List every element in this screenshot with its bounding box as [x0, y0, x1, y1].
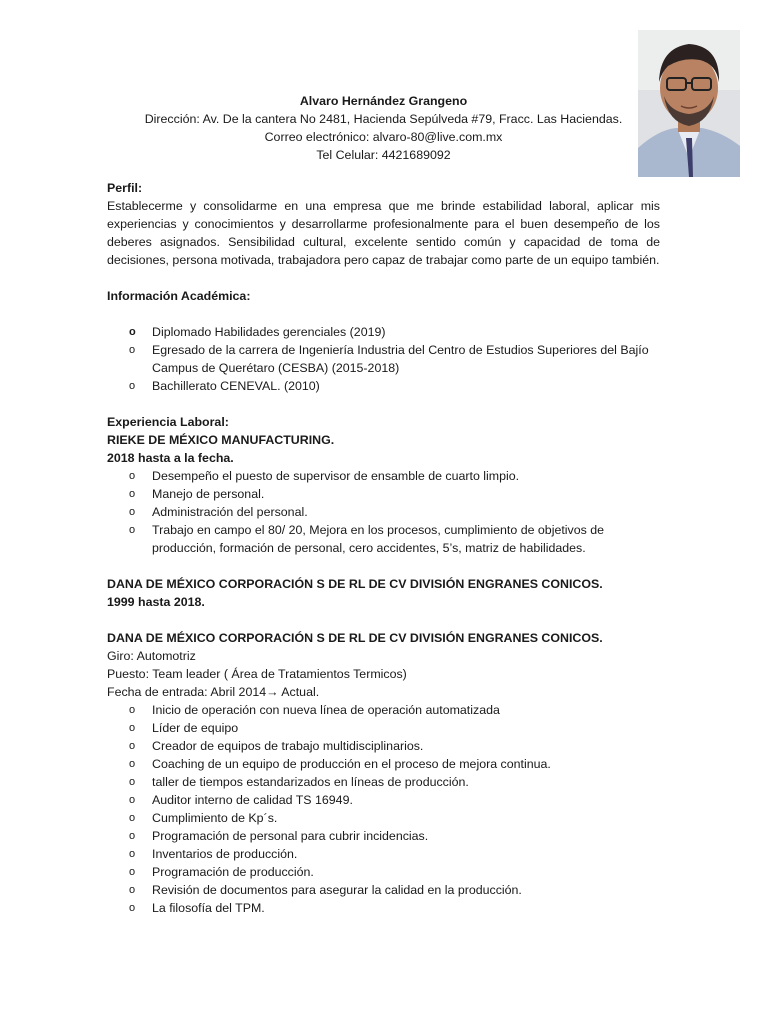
bullet-marker: o — [129, 776, 136, 788]
bullet-marker: o — [129, 380, 136, 392]
list-item: o Diplomado Habilidades gerenciales (2019) — [129, 325, 386, 339]
bullet-marker: o — [129, 902, 136, 914]
profile-heading: Perfil: — [107, 181, 143, 195]
bullet-marker: o — [129, 722, 136, 734]
list-item: o taller de tiempos estandarizados en líneas de producción. — [129, 775, 469, 789]
list-item: o Programación de personal para cubrir incidencias. — [129, 829, 429, 843]
profile-text: Establecerme y consolidarme en una empresa que me brinde estabilidad laboral, aplicar mis experiencias y conocimientos y desarrollarme profesionalmente para el buen desempeño de los deberes asignados. Sensibilidad cultural, excelente sentido común y capacidad de toma de decisiones, persona motivada, trabajadora pero capaz de trabajar como parte de un equipo también. — [107, 199, 660, 267]
list-item: o Programación de producción. — [129, 865, 314, 879]
bullet-marker: o — [129, 326, 136, 338]
education-heading: Información Académica: — [107, 289, 251, 303]
address-line: Dirección: Av. De la cantera No 2481, Hacienda Sepúlveda #79, Fracc. Las Haciendas. — [144, 112, 623, 126]
bullet-marker: o — [129, 794, 136, 806]
bullet-marker: o — [129, 704, 136, 716]
list-item: o Auditor interno de calidad TS 16949. — [129, 793, 353, 807]
resume-body — [107, 179, 660, 917]
job1-duties-list — [107, 467, 660, 557]
job3-duties-list — [107, 701, 660, 917]
bullet-marker: o — [129, 812, 136, 824]
job3-company: DANA DE MÉXICO CORPORACIÓN S DE RL DE CV DIVISIÓN ENGRANES CONICOS. — [107, 631, 603, 645]
job3-industry: Giro: Automotriz — [107, 649, 196, 663]
phone-line: Tel Celular: 4421689092 — [316, 148, 451, 162]
job1-period: 2018 hasta a la fecha. — [107, 451, 234, 465]
list-item: o Trabajo en campo el 80/ 20, Mejora en los procesos, cumplimiento de objetivos de producción, formación de personal, cero accidentes, 5’s, matriz de habilidades. — [129, 523, 605, 555]
list-item: o Cumplimiento de Kp´s. — [129, 811, 278, 825]
bullet-marker: o — [129, 884, 136, 896]
list-item: o Líder de equipo — [129, 721, 239, 735]
bullet-marker: o — [129, 740, 136, 752]
bullet-marker: o — [129, 470, 136, 482]
bullet-marker: o — [129, 344, 136, 356]
job2-company: DANA DE MÉXICO CORPORACIÓN S DE RL DE CV DIVISIÓN ENGRANES CONICOS. — [107, 577, 603, 591]
job1-company: RIEKE DE MÉXICO MANUFACTURING. — [107, 433, 335, 447]
list-item: o Bachillerato CENEVAL. (2010) — [129, 379, 320, 393]
list-item: o Desempeño el puesto de supervisor de ensamble de cuarto limpio. — [129, 469, 520, 483]
candidate-name: Alvaro Hernández Grangeno — [299, 94, 468, 108]
bullet-marker: o — [129, 866, 136, 878]
education-list — [107, 323, 660, 395]
bullet-marker: o — [129, 524, 136, 536]
list-item: o La filosofía del TPM. — [129, 901, 265, 915]
list-item: o Revisión de documentos para asegurar la calidad en la producción. — [129, 883, 522, 897]
list-item: o Manejo de personal. — [129, 487, 265, 501]
list-item: o Coaching de un equipo de producción en el proceso de mejora continua. — [129, 757, 551, 771]
list-item: o Inicio de operación con nueva línea de operación automatizada — [129, 703, 500, 717]
experience-heading: Experiencia Laboral: — [107, 415, 229, 429]
list-item: o Egresado de la carrera de Ingeniería Industria del Centro de Estudios Superiores del Bajío Campus de Querétaro (CESBA) (2015-2018) — [129, 343, 649, 375]
contact-header — [107, 92, 660, 164]
email-line: Correo electrónico: alvaro-80@live.com.mx — [264, 130, 503, 144]
bullet-marker: o — [129, 506, 136, 518]
job3-start-date: Fecha de entrada: Abril 2014→ Actual. — [107, 685, 320, 699]
list-item: o Administración del personal. — [129, 505, 308, 519]
list-item: o Inventarios de producción. — [129, 847, 298, 861]
job2-period: 1999 hasta 2018. — [107, 595, 205, 609]
job3-position: Puesto: Team leader ( Área de Tratamientos Termicos) — [107, 667, 407, 681]
bullet-marker: o — [129, 488, 136, 500]
list-item: o Creador de equipos de trabajo multidisciplinarios. — [129, 739, 424, 753]
bullet-marker: o — [129, 758, 136, 770]
bullet-marker: o — [129, 830, 136, 842]
bullet-marker: o — [129, 848, 136, 860]
